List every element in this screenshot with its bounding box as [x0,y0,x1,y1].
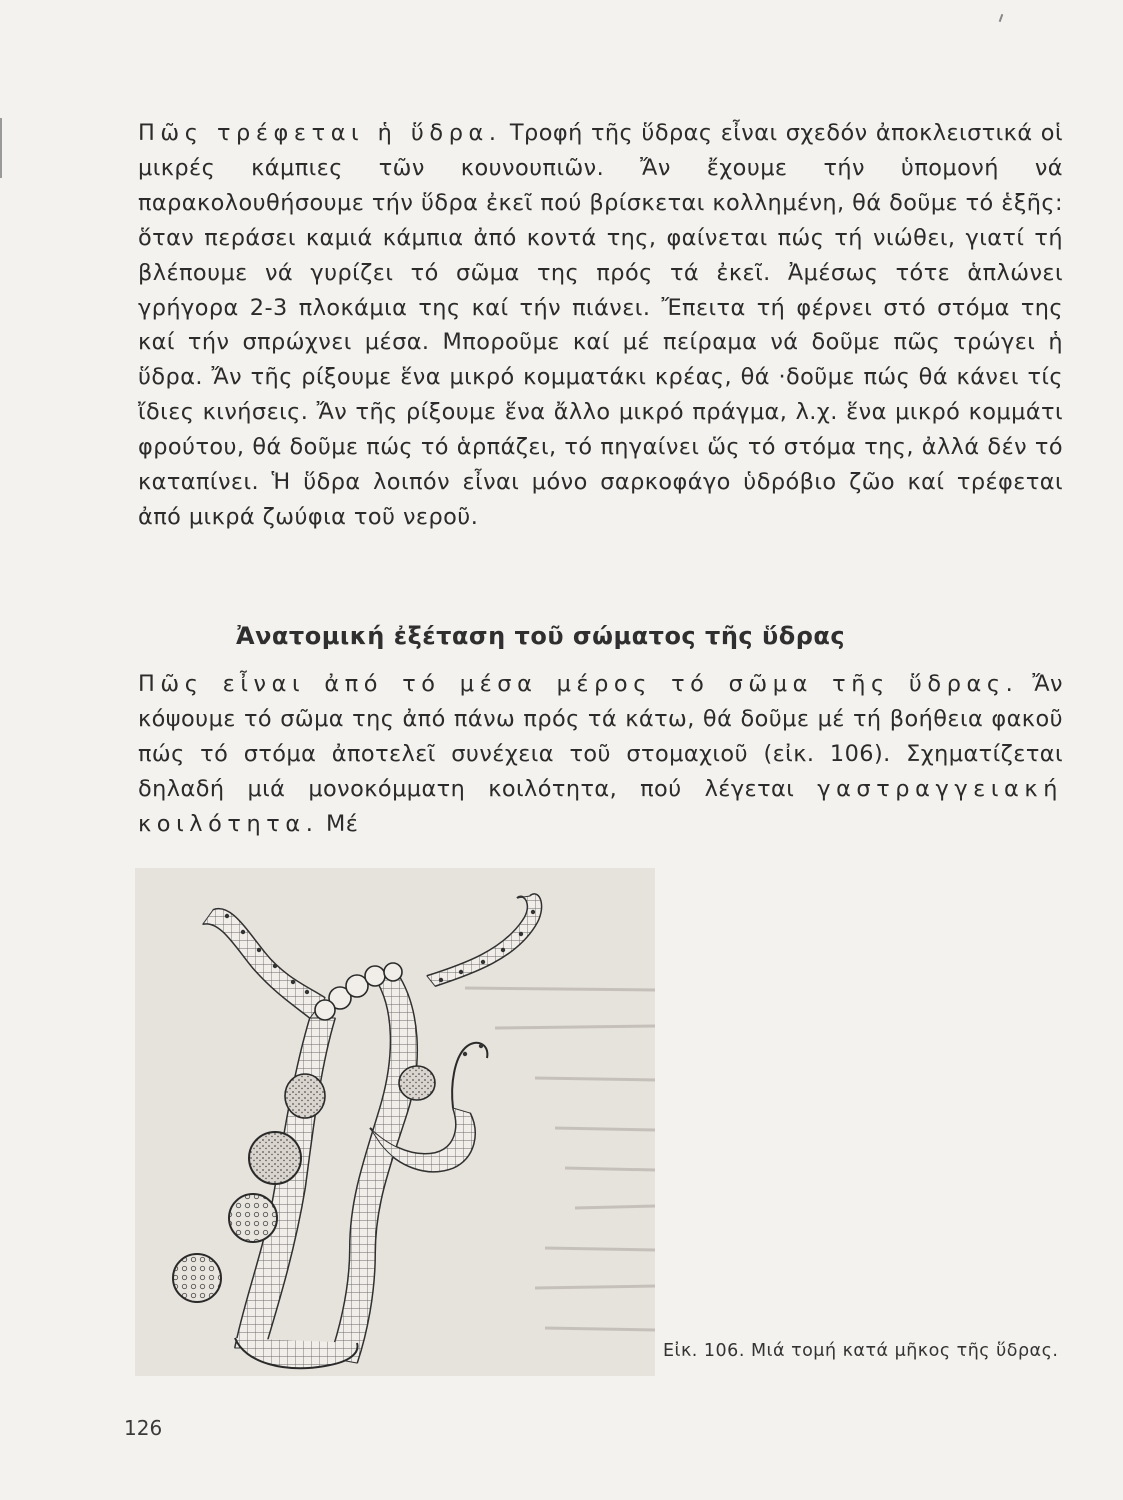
paragraph-anatomy-term: γαστραγγειακή κοιλότητα. [138,775,1063,837]
hydra-section-illustration [135,868,655,1376]
paragraph-feeding [138,116,1063,535]
hydra-figure [135,868,655,1376]
paragraph-anatomy-body: Ἄν κόψουμε τό σῶμα της ἀπό πάνω πρός τά κάτω, θά δοῦμε μέ τή βοήθεια φακοῦ πώς τό στόμα ἀποτελεῖ συνέχεια τοῦ στομαχιοῦ (εἰκ. 106). Σχηματίζεται δηλαδή μιά μονοκόμματη κοιλότητα, πού λέγεται [138,671,1063,802]
page-tick-mark [999,14,1004,22]
egg-cell-lower [173,1254,221,1302]
cell-layer-right-tentacle [427,894,541,986]
page-number: 126 [124,1416,163,1440]
paragraph-anatomy [138,667,1063,842]
cell-layer-left-tentacle [203,909,325,1018]
gonad-right [399,1066,435,1100]
paragraph-feeding-lead: Πῶς τρέφεται ἡ ὕδρα. [138,120,502,146]
figure-caption: Εἰκ. 106. Μιά τομή κατά μῆκος τῆς ὕδρας. [663,1341,1059,1361]
page-edge-mark [0,118,2,178]
gonad-upper [285,1074,325,1118]
egg-cell-middle [229,1194,277,1242]
paragraph-feeding-body: Τροφή τῆς ὕδρας εἶναι σχεδόν ἀποκλειστικά οἱ μικρές κάμπιες τῶν κουνουπιῶν. Ἄν ἔχουμε τήν ὑπομονή νά παρακολουθήσουμε τήν ὕδρα ἐκεῖ πού βρίσκεται κολλημένη, θά δοῦμε τό ἑξῆς: ὅταν περάσει καμιά κάμπια ἀπό κοντά της, φαίνεται πώς τή νιώθει, γιατί τή βλέπουμε νά γυρίζει τό σῶμα της πρός τά ἐκεῖ. Ἀμέσως τότε ἁπλώνει γρήγορα 2-3 πλοκάμια της καί τήν πιάνει. Ἔπειτα τή φέρνει στό στόμα της καί τήν σπρώχνει μέσα. Μποροῦμε καί μέ πείραμα νά δοῦμε πῶς τρώγει ἡ ὕδρα. Ἄν τῆς ρίξουμε ἕνα μικρό κομματάκι κρέας, θά ·δοῦμε πώς θά κάνει τίς ἴδιες κινήσεις. Ἄν τῆς ρίξουμε ἕνα ἄλλο μικρό πράγμα, λ.χ. ἕνα μικρό κομμάτι φρούτου, θά δοῦμε πώς τό ἁρπάζει, τό πηγαίνει ὥς τό στόμα της, ἀλλά δέν τό καταπίνει. Ἡ ὕδρα λοιπόν εἶναι μόνο σαρκοφάγο ὑδρόβιο ζῶο καί τρέφεται ἀπό μικρά ζωύφια τοῦ νεροῦ. [138,120,1063,530]
basal-disc [235,1338,358,1368]
cell-layer-trunk-right [330,973,417,1363]
paragraph-anatomy-tail: Μέ [326,810,359,837]
egg-cell-upper [249,1132,301,1184]
bleed-through-texture [465,988,655,1330]
section-heading: Ἀνατομική ἐξέταση τοῦ σώματος τῆς ὕδρας [236,622,846,650]
paragraph-anatomy-lead: Πῶς εἶναι ἀπό τό μέσα μέρος τό σῶμα τῆς ὕδρας. [138,671,1019,697]
